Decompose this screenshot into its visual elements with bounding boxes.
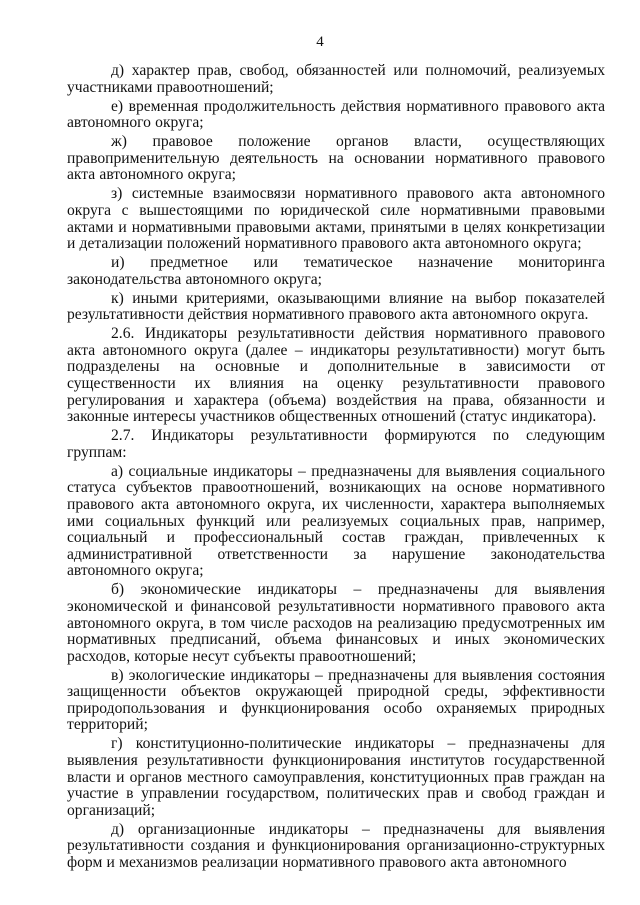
paragraph-criterion-z: з) системные взаимосвязи нормативного правового акта автономного округа с вышестоящими по юридической силе нормативными правовыми актами и нормативными правовыми актами, принятыми в целях конкретизации и детализации положений нормативного правового акта автономного округа;: [67, 185, 605, 253]
paragraph-criterion-k: к) иными критериями, оказывающими влияние на выбор показателей результативности действия нормативного правового акта автономного округа.: [67, 289, 605, 324]
paragraph-section-2-6: 2.6. Индикаторы результативности действия нормативного правового акта автономного округа (далее – индикаторы результативности) могут быть подразделены на основные и дополнительные в зависимости от существенности их влияния на оценку результативности правового регулирования и характера (объема) воздействия на права, обязанности и законные интересы участников общественных отношений (статус индикатора).: [67, 325, 605, 426]
paragraph-ecological-indicators: в) экологические индикаторы – предназначены для выявления состояния защищенности объектов окружающей природной среды, эффективности природопользования и функционирования особо охраняемых природных территорий;: [67, 666, 605, 734]
document-body: [67, 63, 605, 872]
paragraph-criterion-e: е) временная продолжительность действия нормативного правового акта автономного округа;: [67, 97, 605, 132]
paragraph-criterion-zh: ж) правовое положение органов власти, осуществляющих правоприменительную деятельность на основании нормативного правового акта автономного округа;: [67, 133, 605, 184]
paragraph-criterion-i: и) предметное или тематическое назначение мониторинга законодательства автономного округа;: [67, 254, 605, 288]
paragraph-organizational-indicators: д) организационные индикаторы – предназначены для выявления результативности создания и функционирования организационно-структурных форм и механизмов реализации нормативного правового акта автономного: [67, 820, 605, 871]
paragraph-economic-indicators: б) экономические индикаторы – предназначены для выявления экономической и финансовой результативности нормативного правового акта автономного округа, в том числе расходов на реализацию предусмотренных им нормативных предписаний, объема финансовых и иных экономических расходов, которые несут субъекты правоотношений;: [67, 581, 605, 665]
paragraph-social-indicators: а) социальные индикаторы – предназначены для выявления социального статуса субъектов правоотношений, возникающих на основе нормативного правового акта автономного округа, их численности, характера выполняемых ими социальных функций или реализуемых социальных прав, например, социальный и профессиональный состав граждан, привлеченных к административной ответственности за нарушение законодательства автономного округа;: [67, 462, 605, 580]
page-number: 4: [316, 34, 324, 50]
paragraph-section-2-7: 2.7. Индикаторы результативности формируются по следующим группам:: [67, 427, 605, 461]
paragraph-constitutional-indicators: г) конституционно-политические индикаторы – предназначены для выявления результативности функционирования институтов государственной власти и органов местного самоуправления, конституционных прав граждан на участие в управлении государством, политических прав и свобод граждан и организаций;: [67, 735, 605, 819]
paragraph-criterion-d: д) характер прав, свобод, обязанностей или полномочий, реализуемых участниками правоотношений;: [67, 62, 605, 96]
